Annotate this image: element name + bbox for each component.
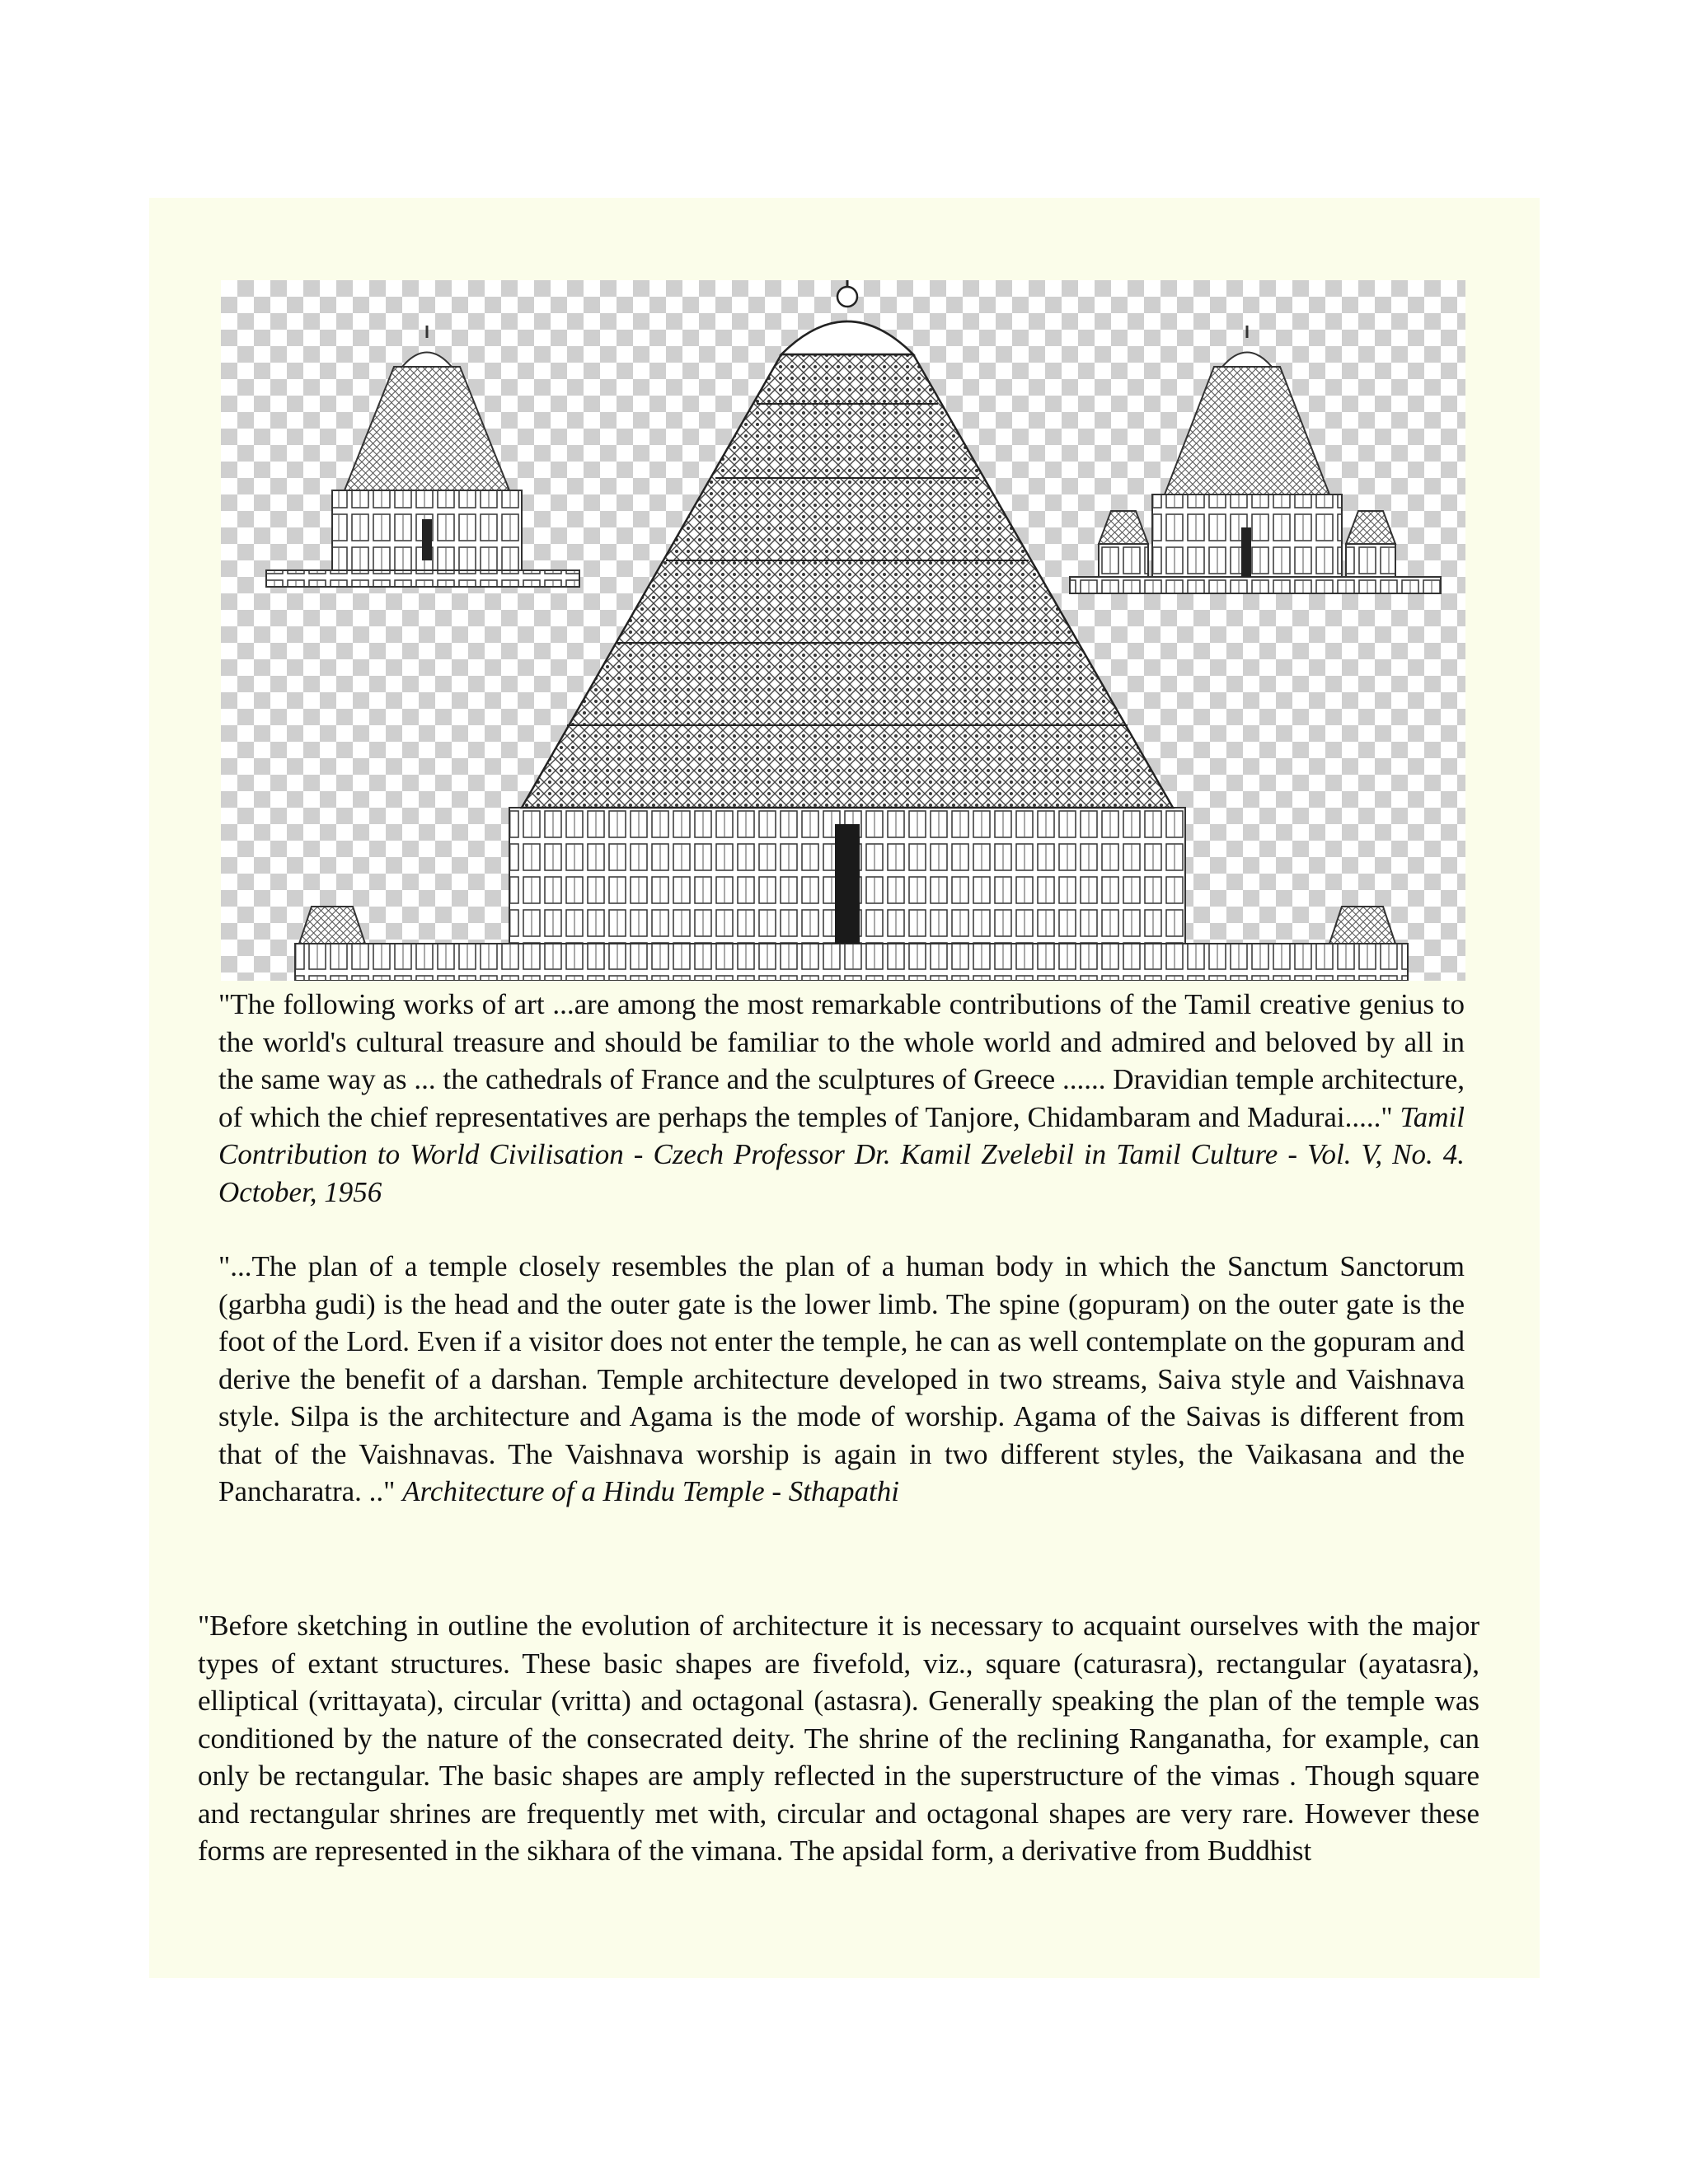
temple-figure [221, 280, 1465, 981]
quote-zvelebil-text: "The following works of art ...are among the most remarkable contributions of the Tamil creative genius to the world's cultural treasure and should be familiar to the whole world and admired and beloved by all in the same way as ... the cathedrals of France and the sculptures of Greece ...... Dravidian temple architecture, of which the chief representatives are perhaps the temples of Tanjore, Chidambaram and Madurai....." [218, 988, 1465, 1133]
body-paragraph-text: "Before sketching in outline the evolution of architecture it is necessary to acquaint ourselves with the major types of extant structures. These basic shapes are fivefold, viz., square (caturasra), rectangular (ayatasra), elliptical (vrittayata), circular (vritta) and octagonal (astasra). Generally speaking the plan of the temple was conditioned by the nature of the consecrated deity. The shrine of the reclining Ranganatha, for example, can only be rectangular. The basic shapes are amply reflected in the superstructure of the vimas . Though square and rectangular shrines are frequently met with, circular and octagonal shapes are very rare. However these forms are represented in the sikhara of the vimana. The apsidal form, a derivative from Buddhist [198, 1610, 1479, 1867]
quote-sthapathi-citation: Architecture of a Hindu Temple - Sthapathi [402, 1475, 899, 1507]
left-small-temple [266, 326, 579, 587]
quote-sthapathi-text: "...The plan of a temple closely resembles the plan of a human body in which the Sanctum Sanctorum (garbha gudi) is the head and the outer gate is the lower limb. The spine (gopuram) on the outer gate is the foot of the Lord. Even if a visitor does not enter the temple, he can as well contemplate on the gopuram and derive the benefit of a darshan. Temple architecture developed in two streams, Saiva style and Vaishnava style. Silpa is the architecture and Agama is the mode of worship. Agama of the Saivas is different from that of the Vaishnavas. The Vaishnava worship is again in two different styles, the Vaikasana and the Pancharatra. .." [218, 1250, 1465, 1507]
temple-vimana-elevations-icon [221, 280, 1465, 981]
right-small-temple [1070, 326, 1441, 593]
quote-zvelebil [218, 986, 1465, 1211]
quote-zvelebil-citation: Tamil Contribution to World Civilisation - Czech Professor Dr. Kamil Zvelebil in Tamil Culture - Vol. V, No. 4. October, 1956 [218, 1100, 1465, 1208]
body-paragraph [198, 1607, 1479, 1870]
quote-sthapathi [218, 1248, 1465, 1511]
